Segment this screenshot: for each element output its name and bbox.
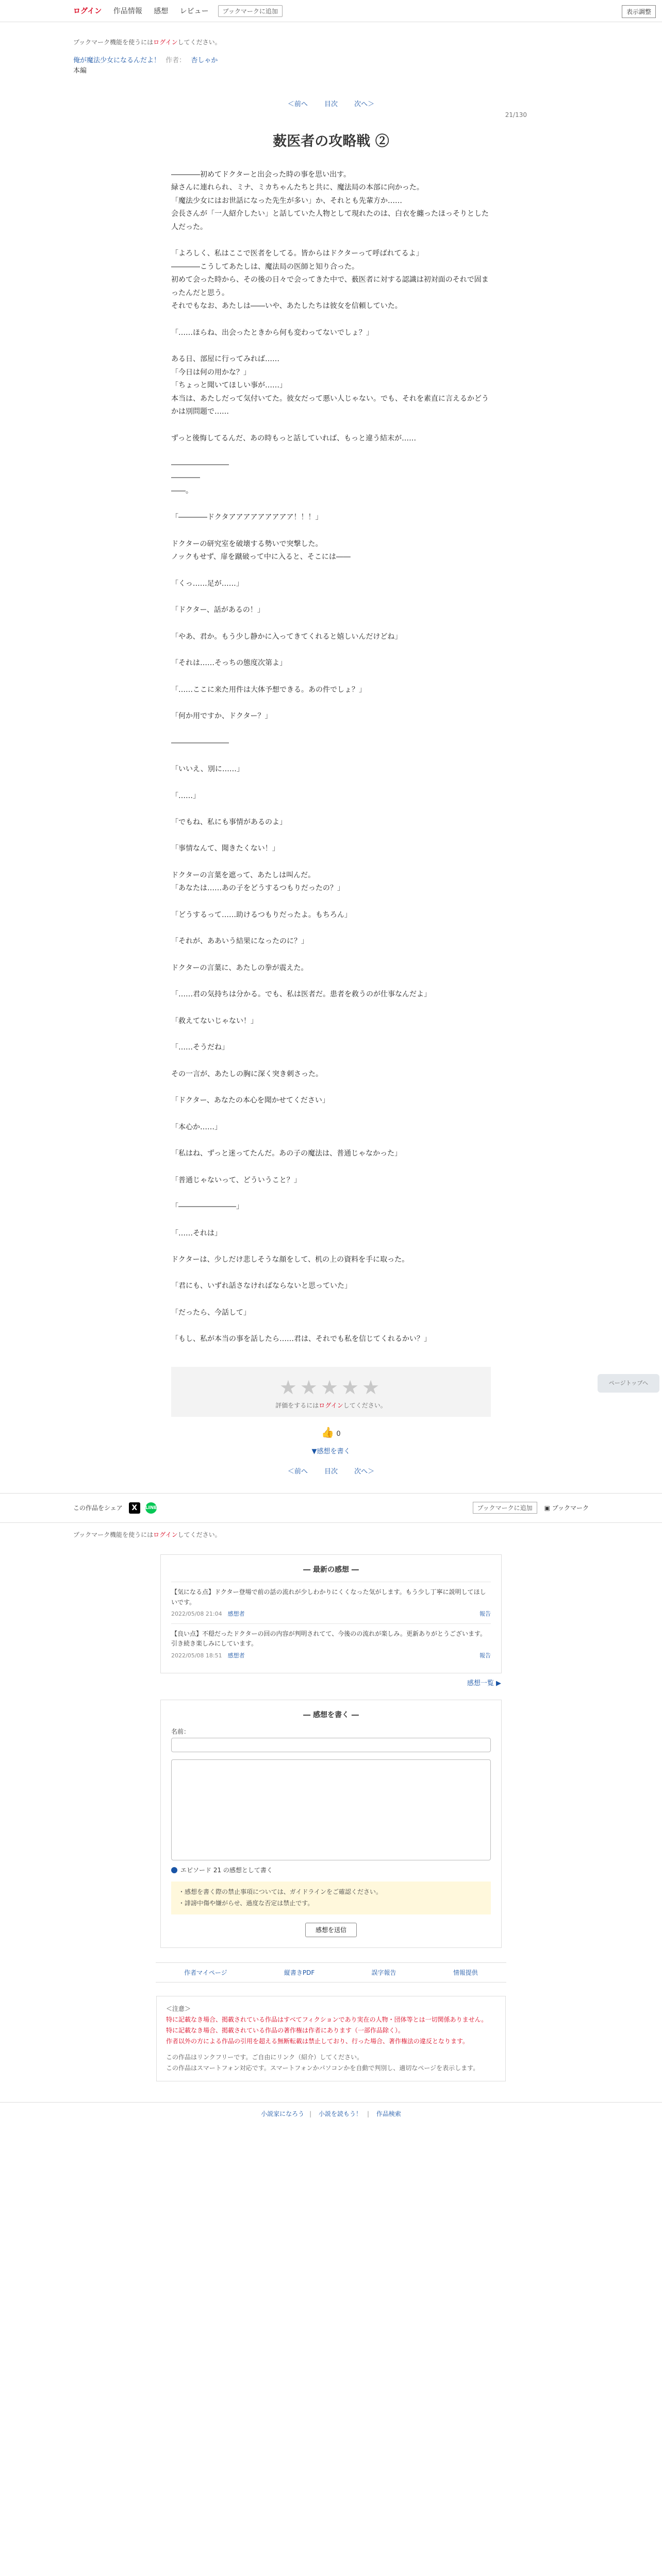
thumbs-up-icon: 👍 xyxy=(321,1426,335,1438)
attention-red-line: 作者以外の方による作品の引用を超える無断転載は禁止しており、行った場合、著作権法の違反となります。 xyxy=(166,2037,469,2045)
author-link[interactable]: 杏しゃか xyxy=(191,57,218,64)
good-count: 0 xyxy=(336,1430,341,1438)
typo-report-link[interactable]: 誤字報告 xyxy=(371,1969,396,1976)
body-paragraph: 「……」 xyxy=(171,791,200,800)
review-text: 【良い点】不穏だったドクターの回の内容が判明されてて、今後のの流れが楽しみ。更新ありがとうございます。引き続き楽しみにしています。 xyxy=(171,1630,487,1648)
nav-work-info[interactable]: 作品情報 xyxy=(113,7,142,15)
body-paragraph: 「……それは」 xyxy=(171,1229,222,1238)
body-paragraph: 「――――――――」 xyxy=(171,1202,243,1211)
notice2-login-link[interactable]: ログイン xyxy=(153,1531,178,1538)
body-paragraph: 「普通じゃないって、どういうこと？」 xyxy=(171,1176,301,1184)
review-item xyxy=(171,1582,491,1623)
body-paragraph: ドクターの研究室を破壊する勢いで突撃した。 xyxy=(171,539,323,548)
footer-link-search[interactable]: 作品検索 xyxy=(376,2110,401,2117)
rating-stars[interactable]: ★★★★★ xyxy=(279,1376,383,1399)
body-paragraph: 「いいえ、別に……」 xyxy=(171,765,244,774)
body-paragraph: 初めて会った時から、その後の日々で会ってきた中で、薮医者に対する認識は初対面のそれで固まったんだと思う。 xyxy=(171,276,489,297)
display-settings-button[interactable]: 表示調整 xyxy=(622,5,656,18)
body-paragraph: 「本心か……」 xyxy=(171,1123,222,1131)
body-paragraph: ドクターの言葉に、あたしの拳が震えた。 xyxy=(171,963,308,972)
series-info xyxy=(73,56,589,76)
reviews-more-link[interactable]: 感想一覧 ▶ xyxy=(467,1680,501,1688)
footer-link-narou[interactable]: 小説家になろう xyxy=(261,2110,305,2117)
body-paragraph: 「それは……そっちの態度次第よ」 xyxy=(171,659,287,668)
attention-gray-line: この作品はスマートフォン対応です。スマートフォンかパソコンかを自動で判別し、適切なページを表示します。 xyxy=(166,2064,479,2072)
episode-checkbox[interactable] xyxy=(171,1866,491,1874)
body-paragraph: 「よろしく、私はここで医者をしてる。皆からはドクターって呼ばれてるよ」 xyxy=(171,249,423,258)
header-nav xyxy=(73,6,218,16)
notice-login-link[interactable]: ログイン xyxy=(153,39,178,46)
prev-link[interactable]: ＜前へ xyxy=(287,100,308,108)
body-paragraph: 「何か用ですか、ドクター？」 xyxy=(171,712,272,721)
rating-label-text: 評価をするには xyxy=(275,1401,319,1409)
toc-link[interactable]: 目次 xyxy=(324,100,338,108)
name-label: 名前： xyxy=(171,1728,190,1736)
nav-impressions[interactable]: 感想 xyxy=(154,7,169,15)
body-paragraph: 会長さんが「一人紹介したい」と話していた人物として現れたのは、白衣を纏ったほっそりとした人だった。 xyxy=(171,210,489,231)
body-paragraph: 「でもね、私にも事情があるのよ」 xyxy=(171,818,287,826)
footer-sep: | xyxy=(309,2110,312,2117)
series-status: 本編 xyxy=(73,66,87,75)
episode-title: 薮医者の攻略戦 ② xyxy=(273,133,389,149)
body-paragraph: 「……そうだね」 xyxy=(171,1043,229,1052)
body-paragraph: 本当は、あたしだって気付いてた。彼女だって悪い人じゃない。でも、それを素直に言えるかどうかは別問題で…… xyxy=(171,394,489,416)
attention-box xyxy=(156,1996,506,2081)
write-review-form xyxy=(160,1700,502,1947)
body-paragraph: ―――― xyxy=(171,473,200,482)
body-paragraph: ――――初めてドクターと出会った時の事を思い出す。 xyxy=(171,171,351,179)
review-date: 2022/05/08 21:04 xyxy=(171,1611,222,1618)
rating-label-post: してください。 xyxy=(343,1401,387,1409)
author-mypage-link[interactable]: 作者マイページ xyxy=(184,1969,227,1976)
footer-sep: | xyxy=(367,2110,370,2117)
site-header xyxy=(0,0,662,22)
body-paragraph: 「今日は何の用かな？」 xyxy=(171,368,251,377)
body-paragraph: ―――――――― xyxy=(171,460,229,469)
body-paragraph: その一言が、あたしの胸に深く突き刺さった。 xyxy=(171,1070,323,1078)
series-title-link[interactable]: 俺が魔法少女になるんだよ！ xyxy=(73,57,161,64)
body-paragraph: ――――こうしてあたしは、魔法局の医師と知り合った。 xyxy=(171,262,359,271)
body-paragraph: ドクターの言葉を遮って、あたしは叫んだ。 xyxy=(171,871,316,879)
attention-heading: ＜注意＞ xyxy=(166,2005,191,2012)
guideline-warning xyxy=(171,1882,491,1914)
good-button[interactable] xyxy=(0,1426,662,1438)
body-paragraph: 「だったら、今話して」 xyxy=(171,1308,251,1317)
toc-link-bottom[interactable]: 目次 xyxy=(324,1467,338,1476)
vertical-pdf-link[interactable]: 縦書きPDF xyxy=(284,1969,315,1976)
body-paragraph: 「君にも、いずれ話さなければならないと思っていた」 xyxy=(171,1282,352,1291)
prev-link-bottom[interactable]: ＜前へ xyxy=(287,1467,308,1476)
body-paragraph: ――。 xyxy=(171,486,193,495)
bookmark-notice xyxy=(73,38,589,46)
body-paragraph: 「――――ドクタアアアアアアアアア！！！」 xyxy=(171,513,323,522)
body-paragraph: 「事情なんて、聞きたくない！」 xyxy=(171,844,279,853)
rating-box xyxy=(171,1367,491,1417)
page-top-button[interactable]: ページトップへ xyxy=(598,1374,659,1393)
next-link-bottom[interactable]: 次へ＞ xyxy=(354,1467,375,1476)
body-paragraph: 「……君の気持ちは分かる。でも、私は医者だ。患者を救うのが仕事なんだよ」 xyxy=(171,990,431,999)
notice2-text-post: してください。 xyxy=(177,1531,221,1538)
body-paragraph: 「私はね、ずっと迷ってたんだ。あの子の魔法は、普通じゃなかった」 xyxy=(171,1149,402,1158)
bookmark-notice-2 xyxy=(73,1530,589,1539)
bottom-pager xyxy=(0,1466,662,1476)
x-share-icon[interactable]: X xyxy=(129,1502,140,1514)
body-paragraph: ある日、部屋に行ってみれば…… xyxy=(171,355,279,364)
reviews-title: ― 最新の感想 ― xyxy=(303,1565,359,1574)
reviewer-link[interactable]: 感想者 xyxy=(227,1652,245,1659)
body-paragraph: 「もし、私が本当の事を話したら……君は、それでも私を信じてくれるかい？」 xyxy=(171,1335,431,1344)
review-text: 【気になる点】ドクター登場で前の話の流れが少しわかりにくくなった気がします。もう少し丁寧に説明してほしいです。 xyxy=(171,1588,486,1606)
write-review-link[interactable]: ▼感想を書く xyxy=(311,1447,351,1455)
next-link[interactable]: 次へ＞ xyxy=(354,100,375,108)
nav-reviews[interactable]: レビュー xyxy=(179,7,209,15)
body-paragraph: 「……ここに来た用件は大体予想できる。あの件でしょ？」 xyxy=(171,685,366,694)
body-paragraph: 「やあ、君か。もう少し静かに入ってきてくれると嬉しいんだけどね」 xyxy=(171,632,402,641)
body-paragraph: 「魔法少女にはお世話になった先生が多い」か、それとも先輩方か…… xyxy=(171,196,402,205)
report-link[interactable]: 報告 xyxy=(479,1652,491,1659)
review-textarea[interactable] xyxy=(171,1759,491,1860)
report-link[interactable]: 報告 xyxy=(479,1611,491,1618)
share-label: この作品をシェア xyxy=(73,1504,123,1512)
radio-checked-icon xyxy=(171,1867,177,1873)
write-title: ― 感想を書く ― xyxy=(303,1711,359,1720)
body-paragraph: 「ドクター、あなたの本心を聞かせてください」 xyxy=(171,1096,329,1105)
reviewer-link[interactable]: 感想者 xyxy=(227,1611,245,1618)
site-footer xyxy=(0,2102,662,2125)
body-paragraph: 「……ほらね、出会ったときから何も変わってないでしょ？」 xyxy=(171,328,373,337)
name-input[interactable] xyxy=(171,1738,491,1752)
bookmark-icon-text: ブックマーク xyxy=(552,1504,589,1512)
notice-text: ブックマーク機能を使うには xyxy=(73,39,154,46)
login-link[interactable]: ログイン xyxy=(73,7,102,15)
body-paragraph: ―――――――― xyxy=(171,738,229,747)
body-paragraph: ノックもせず、扉を蹴破って中に入ると、そこには―― xyxy=(171,553,351,562)
rating-label xyxy=(171,1401,491,1410)
submit-review-button[interactable]: 感想を送信 xyxy=(305,1923,357,1937)
header-bookmark-button[interactable]: ブックマークに追加 xyxy=(218,5,283,17)
body-paragraph: 「あなたは……あの子をどうするつもりだったの？」 xyxy=(171,884,344,893)
share-bar xyxy=(0,1493,662,1523)
review-date: 2022/05/08 18:51 xyxy=(171,1652,222,1659)
episode-number: 21/130 xyxy=(505,111,527,118)
body-paragraph: ずっと後悔してるんだ、あの時もっと話していれば、もっと違う結末が…… xyxy=(171,434,417,443)
notice-text-post: してください。 xyxy=(177,39,221,46)
top-pager xyxy=(73,98,589,108)
warning-line: ・感想を書く際の禁止事項については、ガイドラインをご確認ください。 xyxy=(178,1888,383,1896)
footer-links xyxy=(156,1962,506,1982)
author-label: 作者： xyxy=(166,57,186,64)
attention-red-line: 特に記載なき場合、掲載されている作品の著作権は作者にあります（一部作品除く）。 xyxy=(166,2026,405,2034)
body-paragraph: 「ちょっと聞いてほしい事が……」 xyxy=(171,381,287,390)
warning-line: ・誹謗中傷や嫌がらせ、過度な否定は禁止です。 xyxy=(178,1899,314,1907)
info-provide-link[interactable]: 情報提供 xyxy=(453,1969,478,1976)
body-paragraph: 「どうするって……助けるつもりだったよ。もちろん」 xyxy=(171,910,352,919)
rating-login-link[interactable]: ログイン xyxy=(319,1401,343,1409)
body-paragraph: それでもなお、あたしは――いや、あたしたちは彼女を信頼していた。 xyxy=(171,302,402,311)
attention-red-line: 特に記載なき場合、掲載されている作品はすべてフィクションであり実在の人物・団体等とは一切関係ありません。 xyxy=(166,2015,488,2023)
body-paragraph: 「ドクター、話があるの！」 xyxy=(171,606,264,615)
body-paragraph: 「救えてないじゃない！」 xyxy=(171,1016,258,1025)
body-paragraph: 緑さんに連れられ、ミナ、ミカちゃんたちと共に、魔法局の本部に向かった。 xyxy=(171,183,424,192)
share-bookmark-button[interactable]: ブックマークに追加 xyxy=(473,1502,537,1514)
novel-body xyxy=(171,168,491,1346)
latest-reviews xyxy=(160,1554,502,1673)
bookmark-icon-label[interactable]: ▣ ブックマーク xyxy=(544,1504,589,1512)
notice2-text: ブックマーク機能を使うには xyxy=(73,1531,154,1538)
attention-gray-line: この作品はリンクフリーです。ご自由にリンク（紹介）してください。 xyxy=(166,2053,363,2061)
body-paragraph: ドクターは、少しだけ悲しそうな顔をして、机の上の資料を手に取った。 xyxy=(171,1255,409,1264)
body-paragraph: 「それが、ああいう結果になったのに？」 xyxy=(171,937,308,946)
line-share-icon[interactable]: LINE xyxy=(145,1502,157,1514)
episode-checkbox-label: エピソード 21 の感想として書く xyxy=(180,1867,273,1874)
body-paragraph: 「くっ……足が……」 xyxy=(171,579,243,588)
review-item xyxy=(171,1623,491,1665)
footer-link-yomou[interactable]: 小説を読もう！ xyxy=(318,2110,362,2117)
